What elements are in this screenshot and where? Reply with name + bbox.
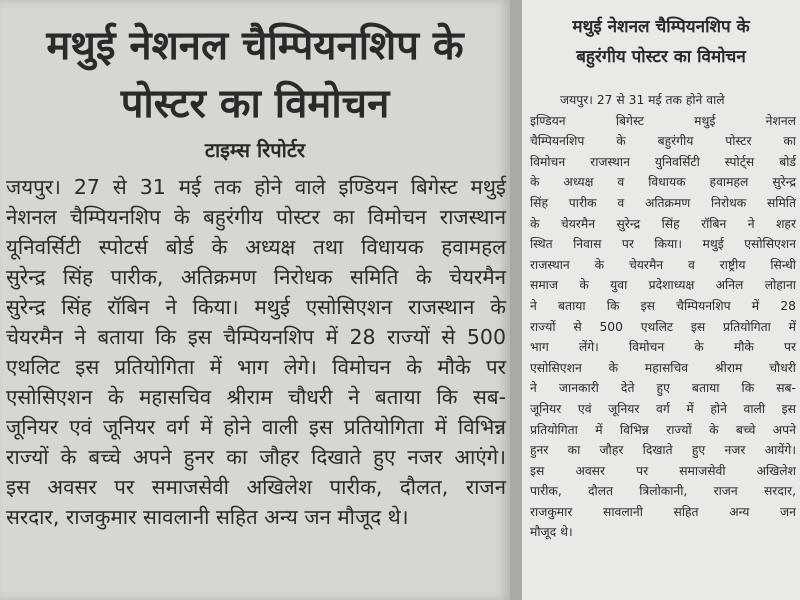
right-body-line: राज्यों से 500 एथलिट इस प्रतियोगिता में	[530, 319, 796, 334]
left-body-line: एसोसिएशन के महासचिव श्रीराम चौधरी ने बताया कि सब-	[6, 385, 506, 409]
right-body-line: इस अवसर पर समाजसेवी अखिलेश	[530, 463, 796, 478]
left-body-line: नेशनल चैम्पियनशिप के बहुरंगीय पोस्टर का विमोचन राजस्थान	[6, 205, 506, 229]
right-body-line: जूनियर एवं जूनियर वर्ग में होने वाली इस	[530, 401, 796, 416]
left-body-line: इस अवसर पर समाजसेवी अखिलेश पारीक, दौलत, राजन	[6, 475, 506, 499]
right-body-line: पारीक, दौलत त्रिलोकानी, राजन सरदार,	[530, 484, 796, 499]
right-body-line: सिंह पारीक व अतिक्रमण निरोधक समिति	[530, 195, 796, 210]
right-body-line: हुनर का जौहर दिखाते हुए नजर आयेंगे।	[530, 443, 796, 458]
left-body-line: यूनिवर्सिटी स्पोटर्स बोर्ड के अध्यक्ष तथा विधायक हवामहल	[6, 235, 506, 259]
left-body-line: सरदार, राजकुमार सावलानी सहित अन्य जन मौजूद थे।	[6, 505, 409, 529]
left-body-line: जयपुर। 27 से 31 मई तक होने वाले इण्डियन बिगेस्ट मथुई	[6, 175, 506, 199]
right-body-line: ने जानकारी देते हुए बताया कि सब-	[530, 381, 796, 396]
left-body-line: एथलिट इस प्रतियोगिता में भाग लेगे। विमोचन के मौके पर	[6, 355, 506, 379]
right-news-clipping	[522, 0, 800, 600]
left-body-line: सुरेन्द्र सिंह पारीक, अतिक्रमण निरोधक समिति के चेयरमैन	[6, 265, 506, 289]
right-body-line: मौजूद थे।	[530, 525, 573, 540]
left-article-body	[6, 172, 506, 532]
right-headline-line-2: बहुरंगीय पोस्टर का विमोचन	[576, 47, 746, 67]
right-body-line: के चेयरमैन सुरेन्द्र सिंह रॉबिन ने शहर	[530, 216, 796, 231]
right-body-line: के अध्यक्ष व विधायक हवामहल सुरेन्द्र	[530, 175, 796, 190]
left-body-line: राज्यों के बच्चे अपने हुनर का जौहर दिखाते हुए नजर आएंगे।	[6, 445, 506, 469]
right-body-line: जयपुर। 27 से 31 मई तक होने वाले	[560, 93, 725, 107]
right-body-line: स्थित निवास पर किया। मथुई एसोसिएशन	[530, 237, 796, 252]
left-headline-line-1: मथुई नेशनल चैम्पियनशिप के	[46, 23, 464, 69]
right-headline-line-1: मथुई नेशनल चैम्पियनशिप के	[572, 17, 750, 37]
right-body-line: एसोसिएशन के महासचिव श्रीराम चौधरी	[530, 360, 796, 375]
right-body-line: ने बताया कि इस चैम्पियनशिप में 28	[530, 298, 796, 313]
right-body-line: चैम्पियनशिप के बहुरंगीय पोस्टर का	[530, 134, 796, 149]
left-byline: टाइम्स रिपोर्टर	[204, 138, 306, 162]
left-headline-line-2: पोस्टर का विमोचन	[120, 81, 390, 127]
right-body-line: राजस्थान के चेयरमैन व राष्ट्रीय सिन्धी	[530, 257, 796, 272]
right-body-line: समाज के युवा प्रदेशाध्यक्ष अनिल लोहाना	[530, 278, 796, 293]
right-body-line: इण्डियन बिगेस्ट मथुई नेशनल	[530, 113, 796, 128]
left-body-line: जूनियर एवं जूनियर वर्ग में होने वाली इस प्रतियोगिता में विभिन्न	[6, 415, 506, 439]
right-body-line: राजकुमार सावलानी सहित अन्य जन	[530, 504, 796, 519]
right-body-line: भाग लेंगे। विमोचन के मौके पर	[530, 340, 796, 355]
left-body-line: सुरेन्द्र सिंह रॉबिन ने किया। मथुई एसोसिएशन राजस्थान के	[6, 295, 506, 319]
right-article-body	[530, 90, 796, 543]
right-body-line: विमोचन राजस्थान युनिवर्सिटी स्पोर्ट्स बोर्ड	[530, 154, 796, 169]
left-body-line: चेयरमैन ने बताया कि इस चैम्पियनशिप में 28 राज्यों से 500	[6, 325, 506, 349]
clipping-divider	[510, 0, 522, 600]
right-body-line: प्रतियोगिता में विभिन्न राज्यों के बच्चे अपने	[530, 422, 796, 437]
